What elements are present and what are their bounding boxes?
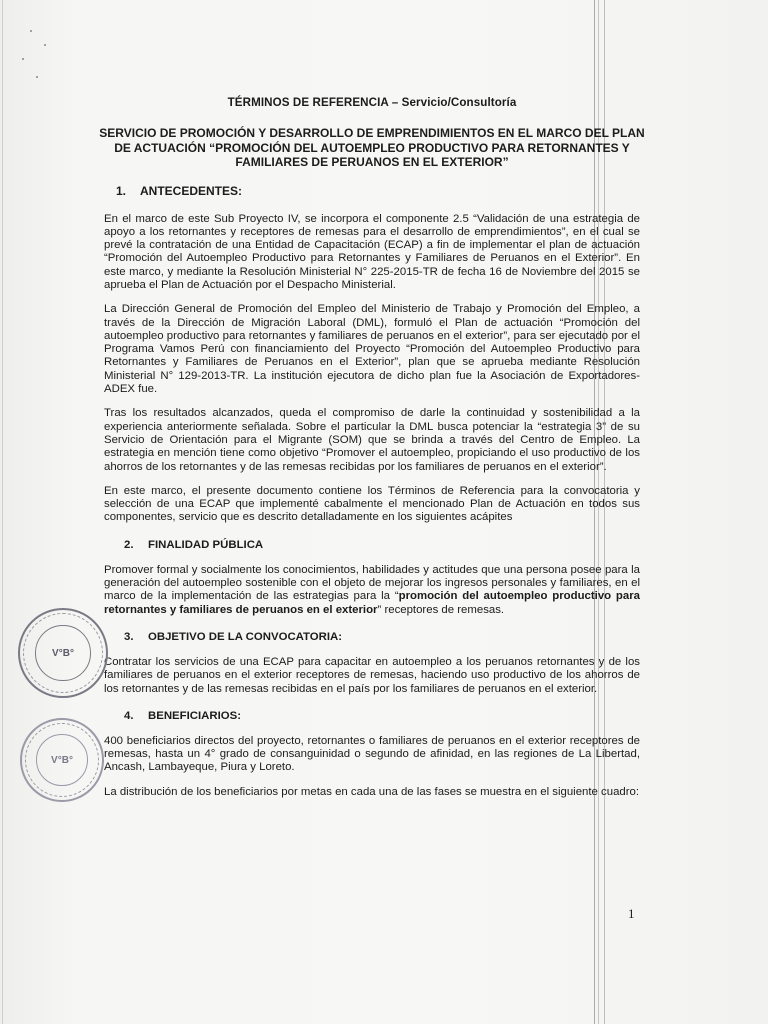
scan-line xyxy=(2,0,3,1024)
document-subtitle: SERVICIO DE PROMOCIÓN Y DESARROLLO DE EMPRENDIMIENTOS EN EL MARCO DEL PLAN DE ACTUACIÓN “PROMOCIÓN DEL AUTOEMPLEO PRODUCTIVO PARA RETORNANTES Y FAMILIARES DE PERUANOS EN EL EXTERIOR” xyxy=(99,126,645,169)
section-number: 1. xyxy=(116,183,127,198)
section-heading xyxy=(124,631,640,643)
stamp-ring xyxy=(25,723,99,797)
section-heading xyxy=(116,184,640,198)
paragraph: Contratar los servicios de una ECAP para capacitar en autoempleo a los peruanos retornantes y de los familiares de peruanos en el exterior receptores de remesas, haciendo uso productivo de los ahorros de los retornantes y de las remesas recibidas en el país por los familiares de peruanos en el exterior. xyxy=(104,655,640,695)
section-number: 2. xyxy=(124,538,134,551)
stamp-ring xyxy=(23,613,103,693)
section-heading xyxy=(124,710,640,722)
paragraph: Tras los resultados alcanzados, queda el compromiso de darle la continuidad y sostenibilidad a la experiencia anteriormente señalada. Sobre el particular la DML busca potenciar la “estrategia 3” de su Servicio de Orientación para el Migrante (SOM) que se brinda a través del Centro de Empleo. La estrategia en mención tiene como objetivo “Promover el autoempleo, propiciando el uso productivo de los ahorros de los retornantes y de las remesas recibidas por los familiares de peruanos en el exterior”. xyxy=(104,407,640,473)
section-title: ANTECEDENTES: xyxy=(140,183,243,198)
scan-speck xyxy=(36,76,38,78)
paragraph-text: ” receptores de remesas. xyxy=(377,603,505,616)
section-number: 3. xyxy=(124,630,134,643)
paragraph: En el marco de este Sub Proyecto IV, se incorpora el componente 2.5 “Validación de una estrategia de apoyo a los retornantes y receptores de remesas para el desarrollo de emprendimientos”, en el cual se prevé la contratación de una Entidad de Capacitación (ECAP) a fin de implementar el plan de actuación “Promoción del Autoempleo Productivo para Retornantes y Familiares de Peruanos en el Exterior”. En este marco, y mediante la Resolución Ministerial N° 225-2015-TR de fecha 16 de Noviembre del 2015 se aprueba el Plan de Actuación por el Despacho Ministerial. xyxy=(104,212,640,291)
section-heading xyxy=(124,539,640,551)
section-title: BENEFICIARIOS: xyxy=(148,709,242,722)
scan-speck xyxy=(30,30,32,32)
scan-speck xyxy=(22,58,24,60)
section-title: OBJETIVO DE LA CONVOCATORIA: xyxy=(148,630,343,643)
paragraph: 400 beneficiarios directos del proyecto, retornantes o familiares de peruanos en el exterior receptores de remesas, hasta un 4° grado de consanguinidad o segundo de afinidad, en las regiones de La Libertad, Ancash, Lambayeque, Piura y Loreto. xyxy=(104,734,640,774)
approval-stamp xyxy=(20,718,104,802)
paragraph-bold-text: promoción del autoempleo productivo para retornantes y familiares de peruanos en el exterior xyxy=(104,590,640,616)
approval-stamp xyxy=(18,608,108,698)
section-number: 4. xyxy=(124,709,134,722)
paragraph-text: Promover formal y socialmente los conocimientos, habilidades y actitudes que una persona posee para la generación del autoempleo sostenible con el objeto de mejorar los ingresos personales y familiares, en el marco de la implementación de las estrategias para la “ xyxy=(104,563,640,603)
document-body xyxy=(99,96,645,810)
document-title: TÉRMINOS DE REFERENCIA – Servicio/Consultoría xyxy=(227,96,517,109)
paragraph: En este marco, el presente documento contiene los Términos de Referencia para la convocatoria y selección de una ECAP que implementé cabalmente el mencionado Plan de Actuación en todos sus componentes, servicio que es descrito detalladamente en los siguientes acápites xyxy=(104,484,640,524)
paragraph: La distribución de los beneficiarios por metas en cada una de las fases se muestra en el siguiente cuadro: xyxy=(104,785,640,798)
paragraph: La Dirección General de Promoción del Empleo del Ministerio de Trabajo y Promoción del Empleo, a través de la Dirección de Migración Laboral (DML), formuló el Plan de actuación “Promoción del autoempleo productivo para retornantes y familiares de peruanos en el exterior”, para ser ejecutado por el Programa Vamos Perú con financiamiento del Proyecto “Promoción del Autoempleo Productivo para Retornantes y Familiares de Peruanos en el Exterior”, plan que se aprueba mediante Resolución Ministerial N° 129-2013-TR. La institución ejecutora de dicho plan fue la Asociación de Exportadores-ADEX fue. xyxy=(104,303,640,396)
page-number: 1 xyxy=(628,906,635,921)
scan-speck xyxy=(44,44,46,46)
stamp-label: V°B° xyxy=(35,625,90,680)
paragraph xyxy=(104,564,640,617)
stamp-label: V°B° xyxy=(36,734,88,786)
section-title: FINALIDAD PÚBLICA xyxy=(148,538,264,551)
